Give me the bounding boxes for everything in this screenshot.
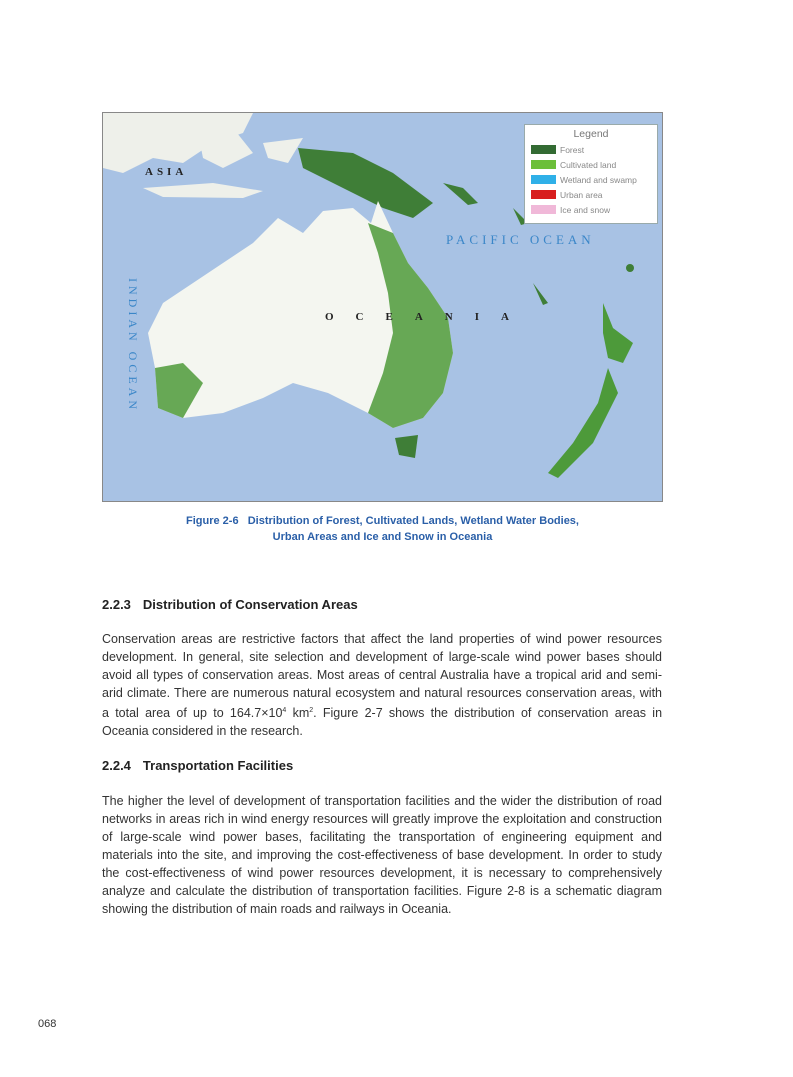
map-label-pacific: PACIFIC OCEAN [446, 232, 595, 247]
superscript: 4 [282, 707, 287, 714]
pacific-island [443, 183, 478, 205]
paragraph-text: . Figure 2-7 shows the distribution of conservation areas in Oceania considered in the research. [102, 706, 663, 739]
superscript: 2 [309, 707, 314, 714]
section-number: 2.2.4 [102, 758, 131, 773]
section-title: Distribution of Conservation Areas [142, 597, 358, 612]
legend-label: Wetland and swamp [560, 174, 637, 185]
section-paragraph [102, 630, 662, 740]
section-heading [102, 597, 358, 612]
legend-label: Ice and snow [560, 204, 611, 215]
map-label-indian: INDIAN OCEAN [126, 278, 140, 413]
paragraph-text: km [286, 706, 310, 721]
pacific-island [533, 283, 548, 305]
asia-island [263, 138, 303, 163]
legend-item [531, 202, 651, 217]
legend-title: Legend [573, 128, 609, 140]
map-legend [524, 124, 658, 224]
page-number: 068 [38, 1018, 57, 1030]
pacific-island [626, 264, 634, 272]
paragraph-text: Conservation areas are restrictive factors that affect the land properties of wind power resources development. In general, site selection and development of large-scale wind power bases should avoid all types of conservation areas. Most areas of central Australia have a tropical arid and semi-arid climate. There are numerous natural ecosystem and natural resources conservation areas, with a total area of up to 164.7×10 [102, 632, 662, 721]
legend-label: Forest [560, 144, 585, 155]
legend-item [531, 187, 651, 202]
section-heading [102, 758, 293, 773]
legend-swatch [531, 175, 556, 184]
new-zealand-south [548, 368, 618, 478]
tasmania [395, 435, 418, 458]
legend-swatch [531, 190, 556, 199]
legend-label: Urban area [560, 189, 603, 200]
legend-item [531, 157, 651, 172]
section-number: 2.2.3 [102, 597, 131, 612]
map-label-oceania: OCEANIA [325, 311, 531, 323]
new-guinea [298, 148, 433, 218]
caption-line: Figure 2-6 Distribution of Forest, Cultivated Lands, Wetland Water Bodies, [186, 515, 579, 527]
new-zealand-north [603, 303, 633, 363]
legend-label: Cultivated land [560, 159, 617, 170]
legend-swatch [531, 205, 556, 214]
asia-island [143, 183, 263, 198]
map-label-asia: ASIA [145, 166, 188, 178]
legend-swatch [531, 145, 556, 154]
oceania-land-cover-map [102, 112, 663, 502]
caption-line: Urban Areas and Ice and Snow in Oceania [272, 531, 493, 543]
figure-caption [102, 513, 663, 545]
section-paragraph: The higher the level of development of transportation facilities and the wider the distribution of road networks in areas rich in wind energy resources will greatly improve the exploitation and construction of large-scale wind power bases, facilitating the transportation of engineering equipment and materials into the site, and improving the cost-effectiveness of base development. In order to study the cost-effectiveness of wind power resources development, it is necessary to comprehensively analyze and calculate the distribution of transportation facilities. Figure 2-8 is a schematic diagram showing the distribution of main roads and railways in Oceania. [102, 794, 662, 916]
section-title: Transportation Facilities [142, 758, 294, 773]
legend-item [531, 172, 651, 187]
legend-item [531, 142, 651, 157]
legend-swatch [531, 160, 556, 169]
asia-island [198, 128, 253, 168]
